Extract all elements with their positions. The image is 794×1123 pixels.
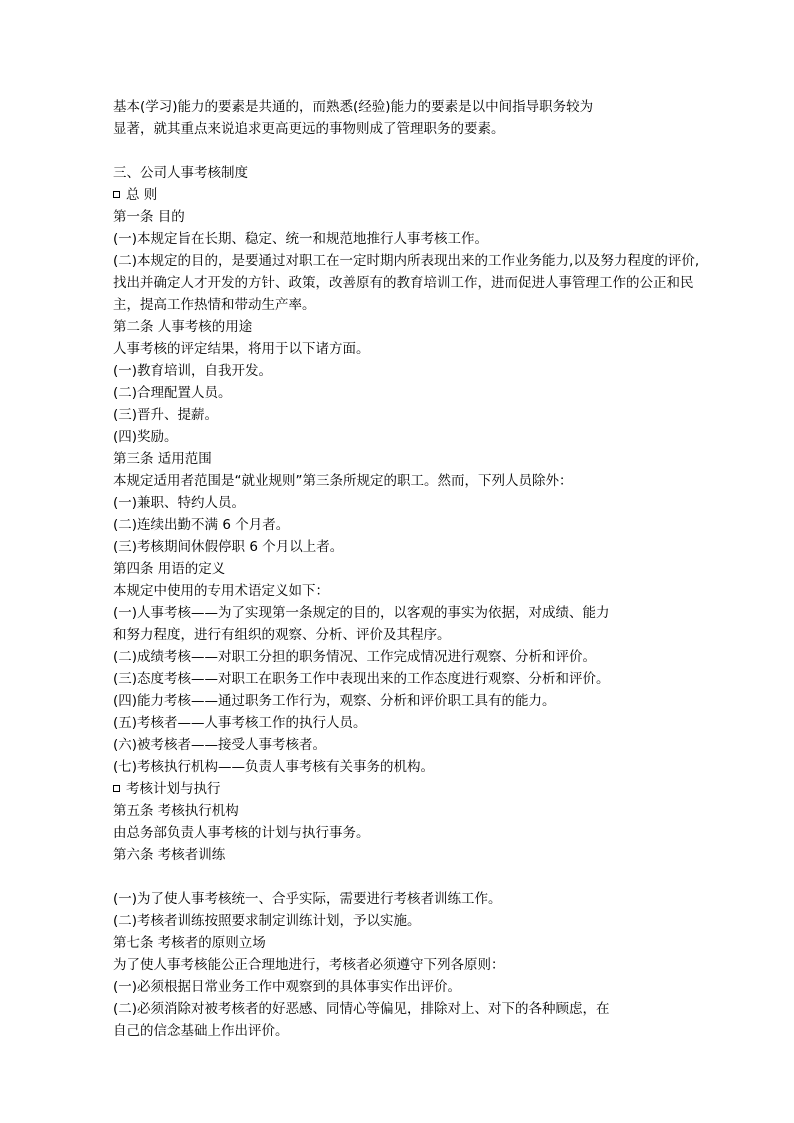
- list-item: (三)晋升、提薪。: [113, 407, 219, 423]
- chapter-heading-2: [113, 778, 733, 800]
- list-item: (二)合理配置人员。: [113, 385, 232, 401]
- intro-line-2: 显著，就其重点来说追求更高更远的事物则成了管理职务的要素。: [113, 121, 505, 137]
- paragraph-line: 本规定中使用的专用术语定义如下：: [113, 583, 329, 599]
- list-item: (一)必须根据日常业务工作中观察到的具体事实作出评价。: [113, 979, 462, 995]
- chapter-heading-text: 考核计划与执行: [126, 781, 221, 797]
- chapter-heading-text: 总 则: [126, 187, 158, 203]
- article-4-title: 第四条 用语的定义: [113, 561, 226, 577]
- list-item: (一)为了使人事考核统一、合乎实际，需要进行考核者训练工作。: [113, 891, 502, 907]
- square-bullet-icon: [113, 191, 120, 198]
- list-item: (五)考核者——人事考核工作的执行人员。: [113, 715, 367, 731]
- article-1-title: 第一条 目的: [113, 209, 185, 225]
- list-item: (二)成绩考核——对职工分担的职务情况、工作完成情况进行观察、分析和评价。: [113, 649, 597, 665]
- list-item: (一)教育培训，自我开发。: [113, 363, 273, 379]
- spacer: [113, 140, 733, 162]
- paragraph-line: 找出并确定人才开发的方针、政策，改善原有的教育培训工作，进而促进人事管理工作的公正和民: [113, 275, 694, 291]
- list-item: (四)能力考核——通过职务工作行为，观察、分析和评价职工具有的能力。: [113, 693, 556, 709]
- chapter-heading-1: [113, 184, 733, 206]
- list-item: (一)兼职、特约人员。: [113, 495, 246, 511]
- document-body: [113, 96, 733, 1042]
- paragraph-line: 由总务部负责人事考核的计划与执行事务。: [113, 825, 370, 841]
- paragraph-line: (二)本规定的目的，是要通过对职工在一定时期内所表现出来的工作业务能力,以及努力程度的评价,: [113, 253, 700, 269]
- list-item-continuation: 和努力程度，进行有组织的观察、分析、评价及其程序。: [113, 627, 451, 643]
- paragraph-line: 主，提高工作热情和带动生产率。: [113, 297, 316, 313]
- list-item: (一)人事考核——为了实现第一条规定的目的，以客观的事实为依据，对成绩、能力: [113, 605, 610, 621]
- intro-line-1: 基本(学习)能力的要素是共通的，而熟悉(经验)能力的要素是以中间指导职务较为: [113, 99, 594, 115]
- paragraph-line: 人事考核的评定结果，将用于以下诸方面。: [113, 341, 370, 357]
- list-item: (二)连续出勤不满 6 个月者。: [113, 517, 290, 533]
- article-5-title: 第五条 考核执行机构: [113, 803, 239, 819]
- paragraph-line: 本规定适用者范围是“就业规则”第三条所规定的职工。然而，下列人员除外：: [113, 473, 573, 489]
- list-item: (四)奖励。: [113, 429, 178, 445]
- list-item: (六)被考核者——接受人事考核者。: [113, 737, 327, 753]
- spacer: [113, 866, 733, 888]
- list-item: (二)考核者训练按照要求制定训练计划，予以实施。: [113, 913, 421, 929]
- list-item: (三)态度考核——对职工在职务工作中表现出来的工作态度进行观察、分析和评价。: [113, 671, 610, 687]
- paragraph-line: 为了使人事考核能公正合理地进行，考核者必须遵守下列各原则：: [113, 957, 505, 973]
- list-item: (二)必须消除对被考核者的好恶感、同情心等偏见，排除对上、对下的各种顾虑，在: [113, 1001, 610, 1017]
- article-7-title: 第七条 考核者的原则立场: [113, 935, 266, 951]
- article-3-title: 第三条 适用范围: [113, 451, 212, 467]
- article-6-title: 第六条 考核者训练: [113, 847, 226, 863]
- square-bullet-icon: [113, 785, 120, 792]
- paragraph-line: (一)本规定旨在长期、稳定、统一和规范地推行人事考核工作。: [113, 231, 489, 247]
- list-item: (七)考核执行机构——负责人事考核有关事务的机构。: [113, 759, 435, 775]
- section-title: 三、公司人事考核制度: [113, 165, 248, 181]
- list-item-continuation: 自己的信念基础上作出评价。: [113, 1023, 289, 1039]
- article-2-title: 第二条 人事考核的用途: [113, 319, 253, 335]
- list-item: (三)考核期间休假停职 6 个月以上者。: [113, 539, 344, 555]
